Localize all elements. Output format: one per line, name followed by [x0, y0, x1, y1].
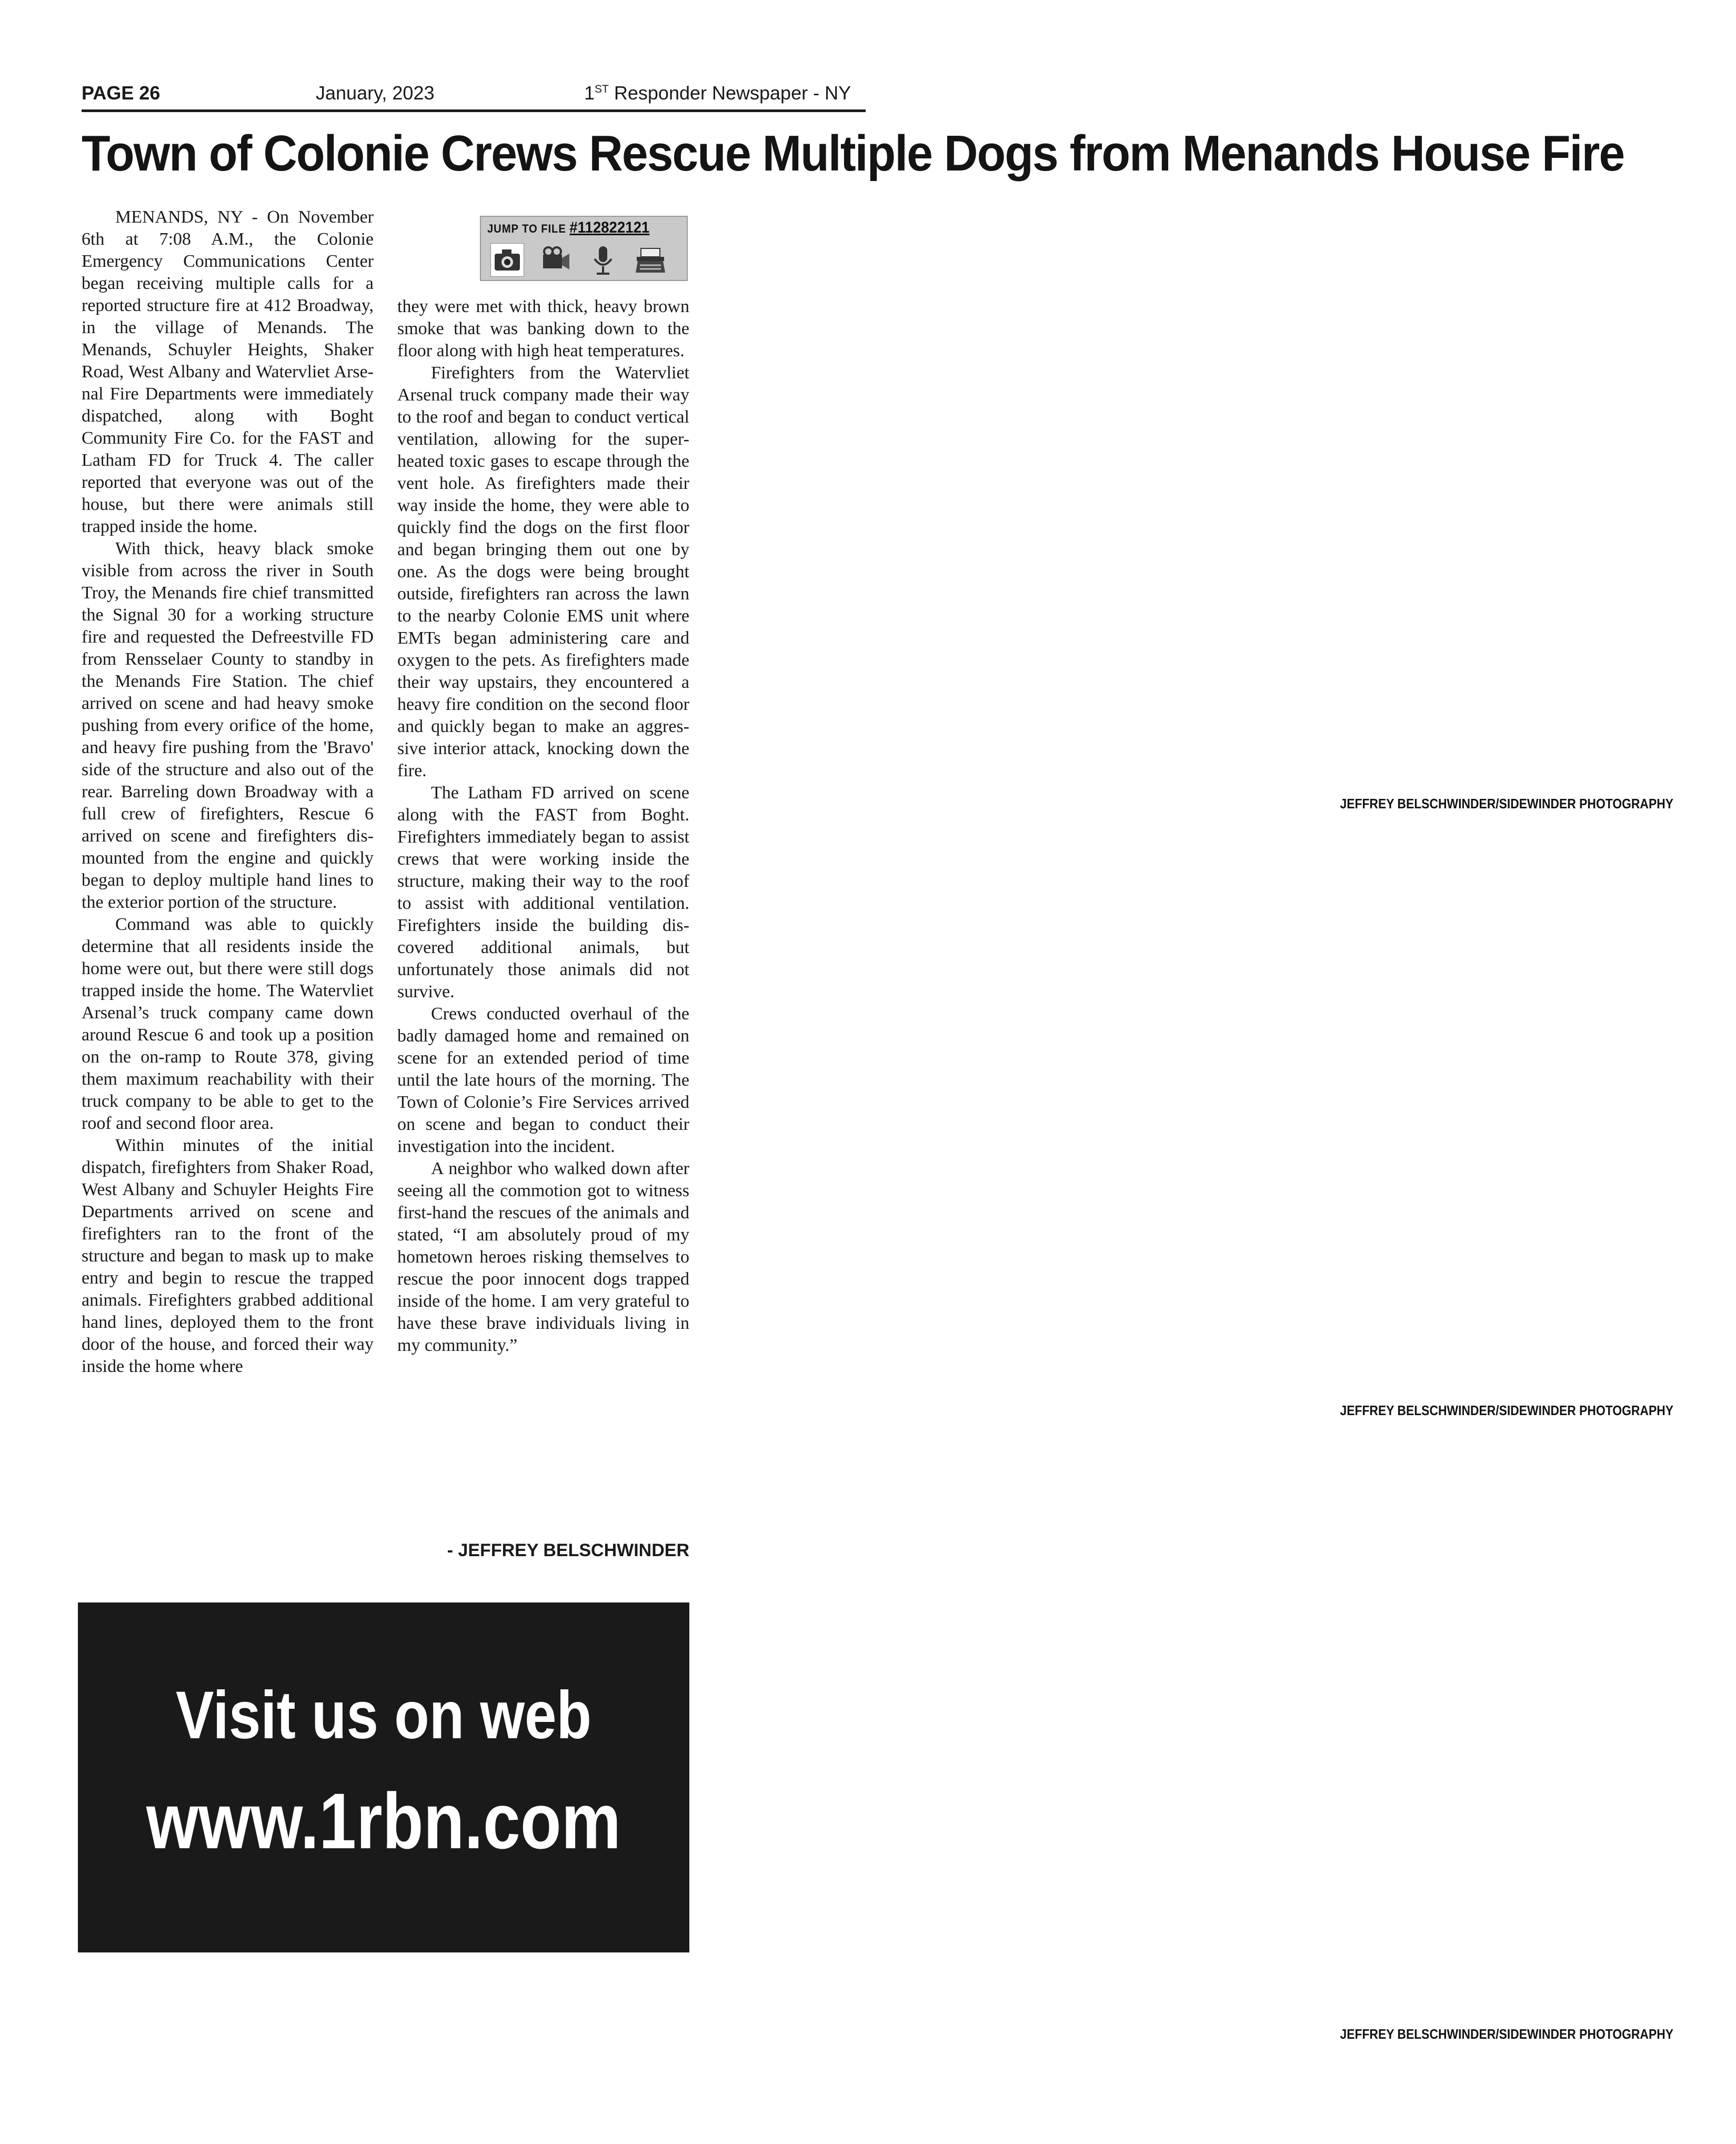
- paragraph: Command was able to quickly determine that all residents inside the home were out, but there were still dogs trapped inside the home. The Watervliet Arsenal’s truck company came down around Rescue 6 and took up a position on the on-ramp to Route 378, giving them maximum reachability with their truck company to be able to get to the roof and second floor area.: [82, 915, 374, 1133]
- camera-icon[interactable]: [490, 243, 524, 277]
- paragraph: Firefighters from the Watervliet Arsenal truck company made their way to the roof and began to conduct vertical ventilation, allowing for the super-heated toxic gases to escape through the vent hole. As firefighters made their way inside the home, they were able to quickly find the dogs on the first floor and began bringing them out one by one. As the dogs were being brought outside, firefighters ran across the lawn to the nearby Colonie EMS unit where EMTs began administering care and oxygen to the pets. As firefighters made their way upstairs, they encountered a heavy fire condition on the second floor and quickly began to make an aggressive interior attack, knocking down the fire.: [397, 363, 689, 780]
- photo-credit: JEFFREY BELSCHWINDER/SIDEWINDER PHOTOGRAPHY: [1340, 1402, 1673, 1418]
- paragraph: they were met with thick, heavy brown smoke that was banking down to the floor along with high heat temperatures.: [397, 297, 689, 360]
- video-camera-icon[interactable]: [539, 243, 573, 277]
- publication-prefix: 1: [584, 82, 595, 104]
- page-number: PAGE 26: [82, 82, 160, 104]
- website-advertisement[interactable]: [78, 1602, 689, 1952]
- jump-to-file-label: [487, 219, 649, 237]
- microphone-icon[interactable]: [586, 243, 620, 277]
- typewriter-icon[interactable]: [634, 243, 667, 277]
- article-column-1: [82, 206, 374, 1575]
- photo-credit: JEFFREY BELSCHWINDER/SIDEWINDER PHOTOGRAPHY: [1340, 796, 1673, 811]
- jump-to-file-box[interactable]: [480, 216, 688, 281]
- paragraph: Within minutes of the initial dispatch, firefighters from Shaker Road, West Albany and Schuyler Heights Fire Departments arrived on scene and firefighters ran to the front of the structure and began to mask up to make entry and begin to rescue the trapped animals. Firefighters grabbed additional hand lines, deployed them to the front door of the house, and forced their way inside the home where: [82, 1136, 374, 1376]
- publication-superscript: ST: [595, 83, 609, 95]
- paragraph: The Latham FD arrived on scene along with the FAST from Boght. Firefighters immediately began to assist crews that were working inside the structure, making their way to the roof to assist with additional ventilation. Firefighters inside the building discovered additional animals, but unfortunately those animals did not survive.: [397, 783, 689, 1001]
- publication-name: [584, 82, 851, 104]
- ad-tagline: Visit us on web: [176, 1678, 591, 1753]
- jump-label-text: JUMP TO FILE: [487, 222, 570, 235]
- issue-date: January, 2023: [316, 82, 435, 104]
- paragraph: Crews conducted overhaul of the badly damaged home and remained on scene for an extended period of time until the late hours of the morning. The Town of Colonie’s Fire Services arrived on scene and began to conduct their investigation into the incident.: [397, 1004, 689, 1156]
- paragraph: MENANDS, NY - On November 6th at 7:08 A.M., the Colonie Emergency Communications Center began receiving multiple calls for a reported structure fire at 412 Broadway, in the village of Menands. The Menands, Schuyler Heights, Shaker Road, West Albany and Watervliet Arsenal Fire Departments were immediately dispatched, along with Boght Community Fire Co. for the FAST and Latham FD for Truck 4. The caller reported that everyone was out of the house, but there were animals still trapped inside the home.: [82, 207, 374, 536]
- article-headline: Town of Colonie Crews Rescue Multiple Dogs from Menands House Fire: [82, 125, 1624, 182]
- jump-file-number[interactable]: #112822121: [569, 219, 650, 236]
- paragraph: With thick, heavy black smoke visible from across the river in South Troy, the Menands fire chief transmitted the Signal 30 for a working structure fire and requested the Defreestville FD from Rensselaer County to standby in the Menands Fire Station. The chief arrived on scene and had heavy smoke pushing from every orifice of the home, and heavy fire pushing from the 'Bravo' side of the structure and also out of the rear. Barreling down Broadway with a full crew of firefighters, Rescue 6 arrived on scene and firefighters dismounted from the engine and quickly began to deploy multiple hand lines to the exterior portion of the structure.: [82, 539, 374, 912]
- ad-website-link[interactable]: www.1rbn.com: [146, 1777, 621, 1865]
- paragraph: A neighbor who walked down after seeing all the commotion got to witness first-hand the rescues of the animals and stated, “I am absolutely proud of my hometown heroes risking themselves to rescue the poor innocent dogs trapped inside of the home. I am very grateful to have these brave individuals living in my community.”: [397, 1159, 689, 1355]
- publication-rest: Responder Newspaper - NY: [608, 82, 851, 104]
- photo-credit: JEFFREY BELSCHWINDER/SIDEWINDER PHOTOGRAPHY: [1340, 2026, 1673, 2042]
- article-byline: - JEFFREY BELSCHWINDER: [447, 1540, 689, 1560]
- article-column-2: [397, 296, 689, 1357]
- page-header: [82, 79, 866, 112]
